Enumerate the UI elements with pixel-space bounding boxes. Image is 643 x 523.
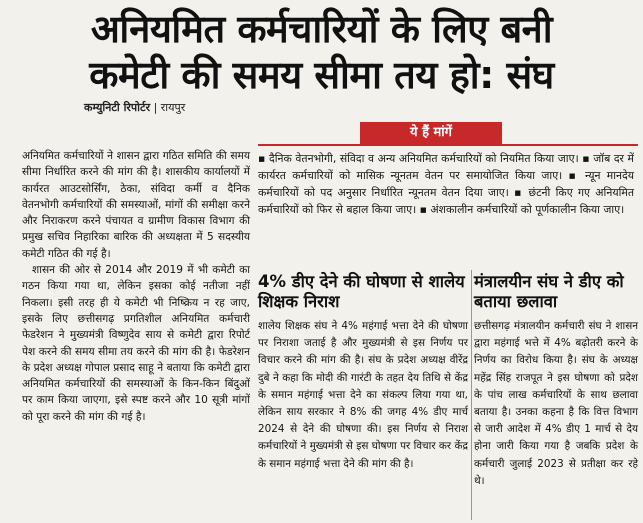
byline-place: | रायपुर	[153, 101, 186, 114]
headline-line-1: अनियमित कर्मचारियों के लिए बनी	[90, 7, 553, 51]
demands-box-text: ▪ दैनिक वेतनभोगी, संविदा व अन्य अनियमित कर्मचारियों को नियमित किया जाए। ▪ जॉब दर में कार्यरत कर्मचारियों को मासिक न्यूनतम वेतन पर समायोजित किया जाए। ▪ न्यून मानदेय कर्मचारियों को पद अनुसार निर्धारित न्यूनतम वेतन दिया जाए। ▪ छंटनी किए गए अनियमित कर्मचारियों को फिर से बहाल किया जाए। ▪ अंशकालीन कर्मचारियों को पूर्णकालीन किया जाए।	[258, 152, 634, 216]
byline	[84, 100, 185, 115]
demands-box-title: ये हैं मांगें	[360, 122, 502, 144]
headline	[0, 6, 643, 98]
story2-title: 4% डीए देने की घोषणा से शालेय शिक्षक निराश	[258, 272, 465, 311]
story3-title: मंत्रालयीन संघ ने डीए को बताया छलावा	[474, 272, 624, 311]
column-divider	[471, 270, 472, 520]
article-paragraph-2: शासन की ओर से 2014 और 2019 में भी कमेटी का गठन किया गया था, लेकिन इसका कोई नतीजा नहीं निकला। इसी तरह ही ये कमेटी भी निष्क्रिय न रह जाए, इसके लिए छत्तीसगढ़ प्रगतिशील अनियमित कर्मचारी फेडरेशन ने मुख्यमंत्री विष्णुदेव साय से कमेटी द्वारा रिपोर्ट पेश करने की समय सीमा तय करने की मांग की है। फेडरेशन के प्रदेश अध्यक्ष गोपाल प्रसाद साहू ने बताया कि कमेटी द्वारा अनियमित कर्मचारियों की समस्याओं के किन-किन बिंदुओं पर काम किया जाएगा, इसे स्पष्ट करने और 10 सूत्री मांगों को पूरा करने की मांग की गई है।	[22, 264, 250, 423]
left-column-article	[22, 148, 250, 425]
demands-box-rule	[258, 144, 638, 146]
headline-line-2: कमेटी की समय सीमा तय हो: संघ	[89, 53, 554, 97]
article-paragraph-1: अनियमित कर्मचारियों ने शासन द्वारा गठित समिति की समय सीमा निर्धारित करने की मांग की है। शासकीय कार्यालयों में कार्यरत आउटसोर्सिंग, ठेका, संविदा कर्मी व दैनिक वेतनभोगी कर्मचारियों की समस्याओं, मांगों की समीक्षा करने और निराकरण करने पंचायत व ग्रामीण विकास विभाग की प्रमुख सचिव निहारिका बारिक की अध्यक्षता में 5 सदस्यीय कमेटी गठित की गई है।	[22, 150, 250, 260]
story3-text: छत्तीसगढ़ मंत्रालयीन कर्मचारी संघ ने शासन द्वारा महंगाई भत्ते में 4% बढ़ोतरी करने के निर्णय का विरोध किया है। संघ के अध्यक्ष महेंद्र सिंह राजपूत ने इस घोषणा को प्रदेश के पांच लाख कर्मचारियों के साथ छलावा बताया है। उनका कहना है कि वित्त विभाग से जारी आदेश में 4% डीए 1 मार्च से देय होना जारी किया गया है जबकि प्रदेश के कर्मचारी जुलाई 2023 से प्रतीक्षा कर रहे थे।	[474, 320, 638, 487]
story2-text: शालेय शिक्षक संघ ने 4% महंगाई भत्ता देने की घोषणा पर निराशा जताई है और मुख्यमंत्री से इस निर्णय पर विचार करने की मांग की है। संघ के प्रदेश अध्यक्ष वीरेंद्र दुबे ने कहा कि मोदी की गारंटी के तहत देय तिथि से केंद्र के समान महंगाई भत्ता देने का संकल्प लिया गया था, लेकिन साय सरकार ने 8% की जगह 4% डीए मार्च 2024 से देने की घोषणा की। इस निर्णय से निराश कर्मचारियों ने मुख्यमंत्री से इस घोषणा पर विचार कर केंद्र के समान महंगाई भत्ता देने की मांग की है।	[258, 320, 468, 470]
byline-reporter: कम्युनिटी रिपोर्टर	[84, 101, 151, 114]
